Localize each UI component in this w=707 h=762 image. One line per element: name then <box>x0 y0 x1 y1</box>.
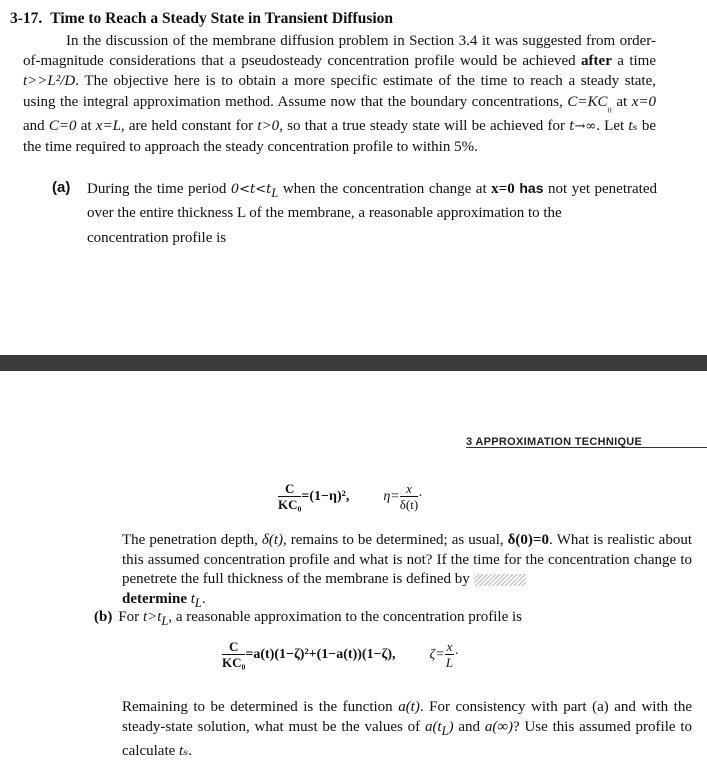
equation-2: $\frac{C}{\text{KC₀}}$ =a(t)(1−ζ)²+(1−a(t))(1−ζ), ζ= $\frac{x}{L}$ · <box>222 639 460 670</box>
time-scale: t>>L²/D <box>23 73 76 90</box>
penetration-paragraph: The penetration depth, δ(t), remains to be determined; as usual, δ(0)=0. What is realistic about this assumed concentration profile and what is not? If the time for the concentration change to penetrete the full thickness of the membrane is defined by determine $t_L$. <box>122 532 692 610</box>
running-head: 3 APPROXIMATION TECHNIQUE <box>466 436 707 448</box>
part-b-label: (b) <box>94 609 113 625</box>
part-b: (b) For $t>t_L$, a reasonable approximation to the concentration profile is <box>94 609 522 628</box>
problem-intro <box>23 31 656 157</box>
page-divider <box>0 355 707 371</box>
obscured-region <box>474 574 526 586</box>
eq2-fraction: $\frac{C}{\text{KC₀}}$ <box>222 639 246 670</box>
part-a-text: During the time period $0<t<t_L$ when the concentration change at x=0 has not yet penetrated over the entire thickness L of the membrane, a reasonable approximation to the concentration profile is <box>87 180 657 246</box>
problem-heading <box>10 10 393 28</box>
equation-1: $\frac{C}{\text{KC₀}}$ =(1−η)², η= $\frac{x}{\delta(t)}$ · <box>278 481 423 512</box>
eta-fraction: $\frac{x}{\delta(t)}$ <box>399 481 419 512</box>
eq1-fraction: $\frac{C}{\text{KC₀}}$ <box>278 481 302 512</box>
after-word: after <box>581 53 612 70</box>
problem-title: Time to Reach a Steady State in Transient Diffusion <box>50 10 394 27</box>
part-a <box>52 178 657 248</box>
remaining-paragraph: Remaining to be determined is the function a(t). For consistency with part (a) and with the steady-state solution, what must be the values of $a(t_L)$ and a(∞)? Use this assumed profile to calculate tₛ. <box>122 699 692 759</box>
problem-number: 3-17. <box>10 10 43 27</box>
zeta-fraction: $\frac{x}{L}$ <box>445 639 454 670</box>
intro-paragraph: In the discussion of the membrane diffusion problem in Section 3.4 it was suggested from order-of-magnitude considerations that a pseudosteady concentration profile would be achieved after a time t>>L²/D. The objective here is to obtain a more specific estimate of the time to reach a steady state, using the integral approximation method. Assume now that the boundary concentrations, $C=KC_{_0}$ at x=0 and C=0 at x=L, are held constant for t>0, so that a true steady state will be achieved for t→∞. Let tₛ be the time required to approach the steady concentration profile to within 5%. <box>23 33 656 156</box>
part-a-label: (a) <box>52 179 71 196</box>
